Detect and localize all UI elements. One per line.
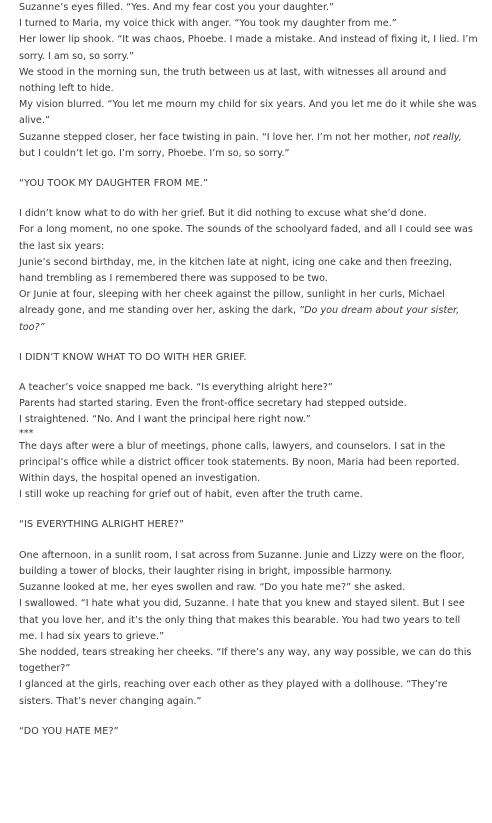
story-paragraph: I glanced at the girls, reaching over each other as they played with a dollhouse. “They’re sisters. That’s never changing again.” — [19, 679, 448, 707]
paragraph-text: Or Junie at four, sleeping with her cheek against the pillow, sunlight in her curls, Michael already gone, and me standing over her, asking the dark, — [19, 289, 445, 317]
story-paragraph: I straightened. “No. And I want the principal here right now.” — [19, 414, 311, 426]
pull-quote: “YOU TOOK MY DAUGHTER FROM ME.” — [19, 178, 209, 190]
story-paragraph — [19, 130, 478, 162]
story-paragraph: My vision blurred. “You let me mourn my child for six years. And you let me do it while she was alive.” — [19, 99, 477, 127]
pull-quote: I DIDN’T KNOW WHAT TO DO WITH HER GRIEF. — [19, 351, 247, 363]
paragraph-text: but I couldn’t let go. I’m sorry, Phoebe. I’m so, so sorry.” — [19, 147, 290, 159]
section-separator: *** — [19, 427, 34, 439]
pull-quote: “DO YOU HATE ME?” — [19, 725, 119, 737]
story-paragraph: I still woke up reaching for grief out of habit, even after the truth came. — [19, 489, 363, 501]
story-paragraph: Suzanne looked at me, her eyes swollen and raw. “Do you hate me?” she asked. — [19, 582, 406, 594]
story-paragraph: We stood in the morning sun, the truth between us at last, with witnesses all around and nothing left to hide. — [19, 66, 447, 95]
story-paragraph: Within days, the hospital opened an investigation. — [19, 473, 261, 485]
story-paragraph: The days after were a blur of meetings, phone calls, lawyers, and counselors. I sat in the principal’s office while a district officer took statements. By noon, Maria had been reported. — [19, 440, 460, 468]
story-paragraph: A teacher’s voice snapped me back. “Is everything alright here?” — [19, 382, 333, 394]
paragraph-text: Suzanne stepped closer, her face twisting in pain. “I love her. I’m not her mother, — [19, 131, 414, 143]
story-body — [19, 0, 478, 740]
story-paragraph: Her lower lip shook. “It was chaos, Phoebe. I made a mistake. And instead of fixing it, I lied. I’m sorry. I am so, so sorry.” — [19, 34, 478, 62]
emphasized-text: not really, — [414, 131, 462, 143]
story-paragraph: Junie’s second birthday, me, in the kitchen late at night, icing one cake and then freezing, hand trembling as I remembered there was supposed to be two. — [19, 256, 453, 285]
pull-quote: “IS EVERYTHING ALRIGHT HERE?” — [19, 519, 185, 531]
story-paragraph — [19, 287, 478, 336]
story-paragraph: She nodded, tears streaking her cheeks. “If there’s any way, any way possible, we can do this together?” — [19, 646, 472, 675]
story-paragraph: I turned to Maria, my voice thick with anger. “You took my daughter from me.” — [19, 18, 397, 30]
story-paragraph: Suzanne’s eyes filled. “Yes. And my fear cost you your daughter.” — [19, 2, 335, 13]
story-paragraph: One afternoon, in a sunlit room, I sat across from Suzanne. Junie and Lizzy were on the floor, building a tower of blocks, their laughter rising in bright, impossible harmony. — [19, 549, 465, 577]
story-paragraph: For a long moment, no one spoke. The sounds of the schoolyard faded, and all I could see was the last six years: — [19, 224, 473, 252]
story-paragraph: Parents had started staring. Even the front-office secretary had stepped outside. — [19, 398, 407, 410]
story-paragraph: I swallowed. “I hate what you did, Suzanne. I hate that you knew and stayed silent. But I see that you love her, and it’s the only thing that makes this bearable. You had two years to tell me. I had six years to grieve.” — [19, 598, 465, 642]
emphasized-text: “Do you dream about your sister, too?” — [19, 305, 460, 333]
story-paragraph: I didn’t know what to do with her grief. But it did nothing to excuse what she’d done. — [19, 208, 427, 220]
